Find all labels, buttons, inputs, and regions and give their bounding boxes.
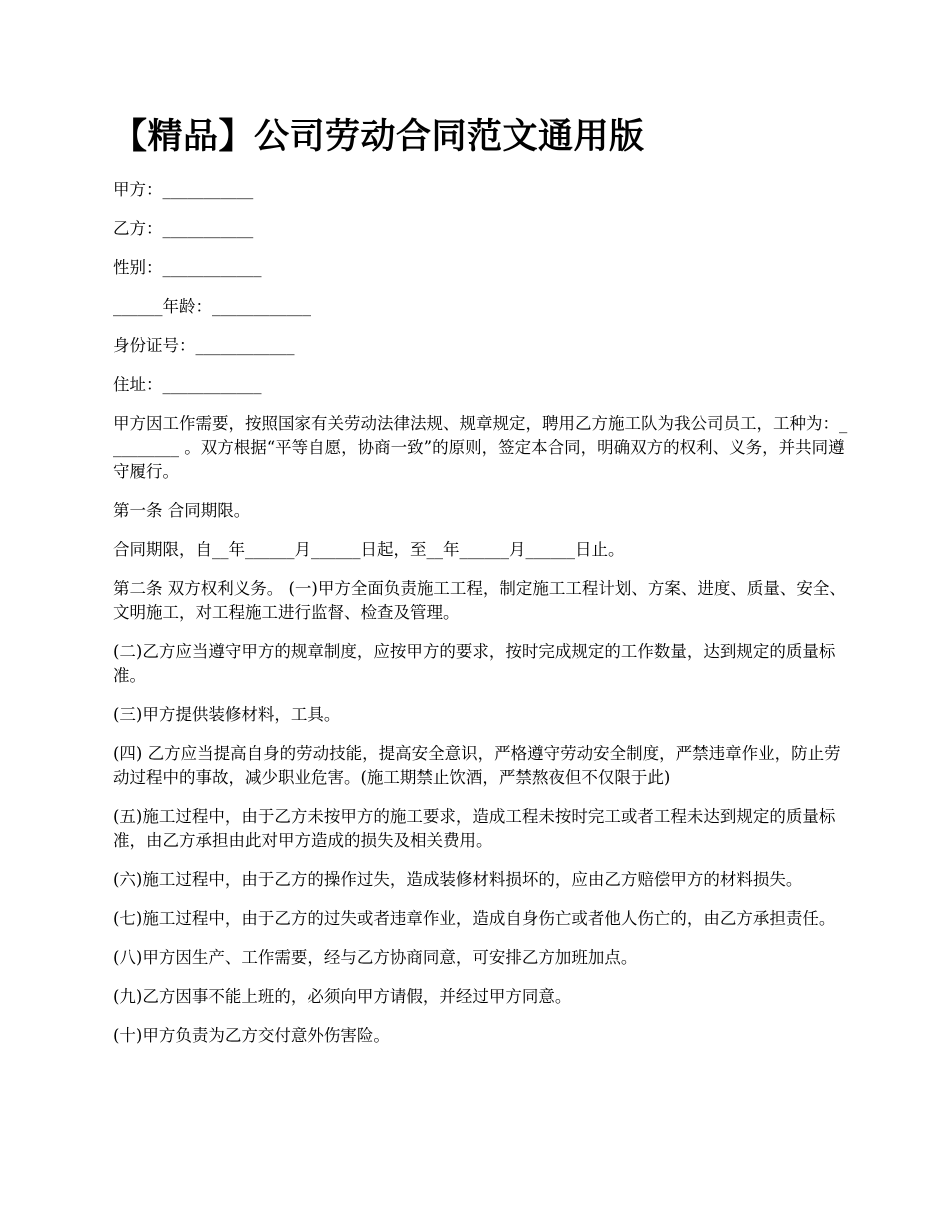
age-field: ______年龄：____________	[113, 297, 311, 316]
clause-10: (十)甲方负责为乙方交付意外伤害险。	[113, 1026, 390, 1045]
clause-8: (八)甲方因生产、工作需要，经与乙方协商同意，可安排乙方加班加点。	[113, 948, 638, 967]
contract-term-paragraph: 合同期限，自__年______月______日起，至__年______月______日止。	[113, 540, 625, 559]
address-field: 住址：____________	[113, 375, 262, 394]
clause-4: (四) 乙方应当提高自身的劳动技能，提高安全意识，严格遵守劳动安全制度，严禁违章作业，防止劳动过程中的事故，减少职业危害。(施工期禁止饮酒，严禁熬夜但不仅限于此)	[113, 744, 841, 787]
party-a-field: 甲方：___________	[113, 180, 254, 199]
document-title: 【精品】公司劳动合同范文通用版	[112, 116, 645, 157]
clause-3: (三)甲方提供装修材料，工具。	[113, 705, 341, 724]
document-body	[113, 178, 848, 1063]
clause-9: (九)乙方因事不能上班的，必须向甲方请假，并经过甲方同意。	[113, 987, 572, 1006]
id-number-field: 身份证号：____________	[113, 336, 295, 355]
article-1-heading: 第一条 合同期限。	[113, 501, 251, 520]
clause-2: (二)乙方应当遵守甲方的规章制度，应按甲方的要求，按时完成规定的工作数量，达到规定的质量标准。	[113, 642, 836, 685]
party-b-field: 乙方：___________	[113, 219, 254, 238]
article-2-clause-1: 第二条 双方权利义务。 (一)甲方全面负责施工工程，制定施工工程计划、方案、进度、质量、安全、文明施工，对工程施工进行监督、检查及管理。	[113, 579, 846, 622]
clause-6: (六)施工过程中，由于乙方的操作过失，造成装修材料损坏的，应由乙方赔偿甲方的材料损失。	[113, 870, 803, 889]
clause-5: (五)施工过程中，由于乙方未按甲方的施工要求，造成工程未按时完工或者工程未达到规定的质量标准，由乙方承担由此对甲方造成的损失及相关费用。	[113, 807, 836, 850]
clause-7: (七)施工过程中，由于乙方的过失或者违章作业，造成自身伤亡或者他人伤亡的，由乙方承担责任。	[113, 909, 836, 928]
gender-field: 性别：____________	[113, 258, 262, 277]
preamble-paragraph: 甲方因工作需要，按照国家有关劳动法律法规、规章规定，聘用乙方施工队为我公司员工，工种为：_________ 。双方根据“平等自愿，协商一致”的原则，签定本合同，明确双方的权利、义务，并共同遵守履行。	[113, 414, 848, 481]
